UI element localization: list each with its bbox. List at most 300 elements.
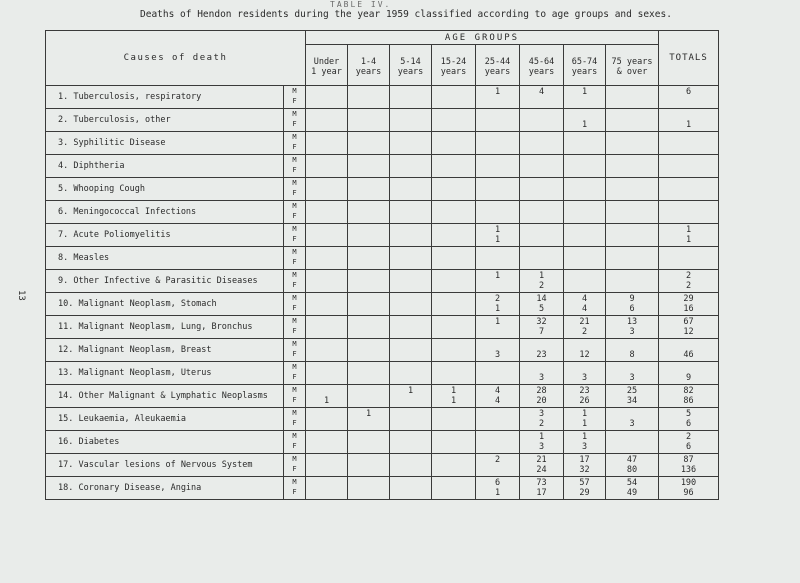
count-male [348, 317, 389, 327]
age-group-label-line2: years [397, 67, 424, 77]
count-cell [606, 247, 659, 270]
count-cell [606, 201, 659, 224]
count-male [606, 432, 658, 442]
count-female [348, 442, 389, 452]
count-female [520, 235, 563, 245]
table-row [46, 293, 719, 316]
count-female [432, 419, 475, 429]
count-female: 32 [579, 465, 590, 475]
table-row [46, 224, 719, 247]
count-male: 1 [365, 409, 372, 419]
sex-label-f: F [292, 327, 297, 335]
count-cell [520, 178, 564, 201]
count-female [348, 120, 389, 130]
count-cell [564, 385, 606, 408]
count-female [348, 166, 389, 176]
count-male [520, 179, 563, 189]
count-male [348, 248, 389, 258]
count-cell [564, 270, 606, 293]
total-cell [659, 339, 719, 362]
count-female [390, 120, 431, 130]
count-male [520, 248, 563, 258]
count-cell [390, 431, 432, 454]
count-cell [564, 109, 606, 132]
count-male [520, 133, 563, 143]
count-female [432, 442, 475, 452]
count-male: 23 [579, 386, 590, 396]
count-male: 14 [536, 294, 547, 304]
count-female [306, 143, 347, 153]
count-male [348, 432, 389, 442]
sex-label-f: F [292, 120, 297, 128]
count-female [520, 97, 563, 107]
sex-cell [284, 247, 306, 270]
count-female [432, 235, 475, 245]
count-female: 34 [626, 396, 638, 406]
count-cell [476, 224, 520, 247]
count-male: 4 [494, 386, 501, 396]
sex-label-f: F [292, 281, 297, 289]
count-female [520, 258, 563, 268]
count-cell [606, 408, 659, 431]
sex-label-m: M [292, 202, 297, 210]
count-cell [390, 109, 432, 132]
cause-of-death: 4. Diphtheria [46, 155, 284, 178]
sex-label-f: F [292, 465, 297, 473]
cause-of-death: 8. Measles [46, 247, 284, 270]
count-cell [390, 155, 432, 178]
count-male [476, 133, 519, 143]
count-cell [390, 454, 432, 477]
count-male [659, 156, 718, 166]
count-male [659, 179, 718, 189]
count-male [390, 363, 431, 373]
count-male [390, 179, 431, 189]
count-female: 1 [494, 304, 501, 314]
count-cell [606, 477, 659, 500]
sex-cell [284, 339, 306, 362]
count-male [306, 202, 347, 212]
cause-of-death: 13. Malignant Neoplasm, Uterus [46, 362, 284, 385]
count-female [432, 189, 475, 199]
sex-label-f: F [292, 350, 297, 358]
count-cell [564, 293, 606, 316]
count-male [348, 386, 389, 396]
count-cell [348, 293, 390, 316]
count-cell [306, 339, 348, 362]
sex-cell [284, 408, 306, 431]
count-female [348, 189, 389, 199]
count-cell [606, 270, 659, 293]
count-male [306, 478, 347, 488]
count-male [432, 363, 475, 373]
count-male: 190 [680, 478, 697, 488]
count-cell [432, 155, 476, 178]
count-male [476, 363, 519, 373]
count-male: 2 [685, 432, 692, 442]
count-male: 9 [629, 294, 635, 304]
count-female [390, 97, 431, 107]
count-cell [606, 293, 659, 316]
age-group-label-line1: 5-14 [400, 57, 421, 67]
count-female [432, 97, 475, 107]
count-cell [432, 109, 476, 132]
count-female [432, 212, 475, 222]
count-female [432, 143, 475, 153]
count-male: 13 [626, 317, 638, 327]
count-male: 1 [494, 87, 501, 97]
sex-label-f: F [292, 166, 297, 174]
count-cell [306, 316, 348, 339]
age-group-label-line1: 1-4 [360, 57, 377, 67]
count-male [564, 248, 605, 258]
count-female: 1 [323, 396, 330, 406]
table-row [46, 454, 719, 477]
count-male [606, 248, 658, 258]
count-female: 17 [536, 488, 547, 498]
count-cell [390, 132, 432, 155]
count-male: 1 [538, 432, 545, 442]
count-female [606, 166, 658, 176]
count-cell [306, 454, 348, 477]
count-male [348, 340, 389, 350]
sex-cell [284, 362, 306, 385]
sex-label-f: F [292, 442, 297, 450]
count-female [564, 235, 605, 245]
count-female [348, 97, 389, 107]
count-female [432, 120, 475, 130]
count-male [390, 225, 431, 235]
count-male [306, 432, 347, 442]
cause-of-death: 16. Diabetes [46, 431, 284, 454]
count-male [476, 156, 519, 166]
count-cell [476, 247, 520, 270]
count-male [564, 110, 605, 120]
count-cell [432, 362, 476, 385]
count-female [476, 327, 519, 337]
count-male [659, 248, 718, 258]
age-group-label-line1: Under [313, 57, 340, 67]
count-male [564, 340, 605, 350]
count-female [348, 419, 389, 429]
count-female: 80 [626, 465, 638, 475]
count-male: 1 [581, 87, 588, 97]
count-cell [564, 339, 606, 362]
table-row [46, 201, 719, 224]
count-male [348, 110, 389, 120]
count-male [564, 225, 605, 235]
count-cell [606, 431, 659, 454]
sex-label-f: F [292, 304, 297, 312]
count-male [476, 432, 519, 442]
count-female [390, 212, 431, 222]
count-cell [520, 247, 564, 270]
count-female: 2 [538, 281, 545, 291]
count-cell [348, 316, 390, 339]
count-cell [564, 431, 606, 454]
count-female [306, 97, 347, 107]
count-cell [520, 270, 564, 293]
count-female: 3 [581, 442, 588, 452]
count-cell [348, 431, 390, 454]
count-cell [564, 224, 606, 247]
count-cell [432, 86, 476, 109]
count-male [520, 156, 563, 166]
count-female [348, 281, 389, 291]
age-group-label-line1: 25-44 [484, 57, 511, 67]
age-group-header [564, 45, 606, 86]
count-female [390, 166, 431, 176]
count-female [606, 442, 658, 452]
cause-of-death: 10. Malignant Neoplasm, Stomach [46, 293, 284, 316]
count-female: 6 [685, 419, 692, 429]
count-male [659, 363, 718, 373]
count-male [659, 110, 718, 120]
sex-cell [284, 201, 306, 224]
count-female: 29 [579, 488, 590, 498]
count-female [348, 212, 389, 222]
age-group-label-line2: & over [616, 67, 648, 77]
count-female: 8 [629, 350, 635, 360]
sex-label-m: M [292, 432, 297, 440]
sex-label-f: F [292, 488, 297, 496]
count-cell [476, 316, 520, 339]
count-male: 3 [538, 409, 545, 419]
count-male: 32 [536, 317, 547, 327]
count-male [306, 133, 347, 143]
count-female [476, 281, 519, 291]
count-female: 86 [683, 396, 694, 406]
count-female [306, 189, 347, 199]
count-male [390, 294, 431, 304]
count-cell [348, 132, 390, 155]
count-female: 136 [680, 465, 697, 475]
count-cell [348, 201, 390, 224]
sex-cell [284, 132, 306, 155]
count-male [606, 179, 658, 189]
count-cell [520, 293, 564, 316]
count-male [564, 179, 605, 189]
count-female [606, 143, 658, 153]
total-cell [659, 362, 719, 385]
count-male: 1 [494, 225, 501, 235]
count-male [348, 156, 389, 166]
count-female [520, 143, 563, 153]
count-female: 4 [494, 396, 501, 406]
count-male [348, 225, 389, 235]
count-cell [520, 109, 564, 132]
count-male [432, 202, 475, 212]
count-cell [432, 224, 476, 247]
count-female: 49 [626, 488, 638, 498]
count-cell [606, 339, 659, 362]
count-cell [348, 270, 390, 293]
count-male [390, 478, 431, 488]
count-cell [306, 270, 348, 293]
count-cell [432, 247, 476, 270]
count-male: 21 [579, 317, 590, 327]
count-male [348, 294, 389, 304]
count-female [432, 304, 475, 314]
count-cell [476, 155, 520, 178]
count-female [390, 304, 431, 314]
count-female [564, 258, 605, 268]
count-female [390, 396, 431, 406]
age-group-label-line1: 75 years [611, 57, 653, 67]
total-cell [659, 178, 719, 201]
count-female [564, 189, 605, 199]
count-female [390, 419, 431, 429]
count-male [606, 271, 658, 281]
count-male [390, 133, 431, 143]
count-cell [348, 109, 390, 132]
cause-of-death: 12. Malignant Neoplasm, Breast [46, 339, 284, 362]
count-male [348, 202, 389, 212]
count-female [390, 350, 431, 360]
count-female: 3 [629, 373, 635, 383]
sex-cell [284, 293, 306, 316]
count-male [432, 455, 475, 465]
count-female [606, 235, 658, 245]
sex-cell [284, 224, 306, 247]
total-cell [659, 477, 719, 500]
count-male [306, 179, 347, 189]
count-cell [564, 362, 606, 385]
count-female [306, 373, 347, 383]
sex-label-m: M [292, 409, 297, 417]
count-male: 5 [685, 409, 692, 419]
count-male [606, 363, 658, 373]
count-cell [348, 155, 390, 178]
sex-label-f: F [292, 396, 297, 404]
count-female [606, 212, 658, 222]
count-male [348, 133, 389, 143]
count-male: 57 [579, 478, 590, 488]
count-cell [476, 293, 520, 316]
total-cell [659, 385, 719, 408]
page-top-mark: TABLE IV. [330, 0, 392, 9]
count-female [390, 189, 431, 199]
table-row [46, 247, 719, 270]
sex-label-m: M [292, 478, 297, 486]
count-female [476, 189, 519, 199]
count-male [476, 409, 519, 419]
sex-label-m: M [292, 110, 297, 118]
age-group-header [520, 45, 564, 86]
count-cell [432, 201, 476, 224]
count-female [306, 212, 347, 222]
count-cell [390, 247, 432, 270]
count-male [390, 340, 431, 350]
count-cell [306, 109, 348, 132]
sex-cell [284, 316, 306, 339]
count-cell [390, 316, 432, 339]
count-female: 20 [536, 396, 547, 406]
count-male [306, 386, 347, 396]
sex-label-m: M [292, 363, 297, 371]
count-cell [432, 408, 476, 431]
cause-of-death: 14. Other Malignant & Lymphatic Neoplasms [46, 385, 284, 408]
age-group-label-line1: 65-74 [571, 57, 598, 67]
count-cell [348, 339, 390, 362]
count-male [306, 294, 347, 304]
sex-label-f: F [292, 419, 297, 427]
total-cell [659, 109, 719, 132]
count-male: 1 [494, 271, 501, 281]
table-row [46, 178, 719, 201]
count-cell [564, 477, 606, 500]
table-row [46, 109, 719, 132]
cause-of-death: 5. Whooping Cough [46, 178, 284, 201]
count-cell [520, 155, 564, 178]
count-male [520, 225, 563, 235]
count-female: 3 [538, 373, 545, 383]
count-cell [390, 339, 432, 362]
count-cell [390, 385, 432, 408]
count-male [348, 363, 389, 373]
count-female [520, 189, 563, 199]
count-male [432, 133, 475, 143]
count-female [606, 258, 658, 268]
count-cell [432, 316, 476, 339]
count-male [520, 110, 563, 120]
count-cell [520, 431, 564, 454]
count-female [564, 97, 605, 107]
count-male [306, 156, 347, 166]
count-cell [432, 293, 476, 316]
sex-cell [284, 109, 306, 132]
count-female [306, 465, 347, 475]
count-female [432, 488, 475, 498]
count-female [520, 120, 563, 130]
totals-header: TOTALS [659, 31, 719, 86]
count-female [390, 488, 431, 498]
count-cell [306, 477, 348, 500]
cause-of-death: 11. Malignant Neoplasm, Lung, Bronchus [46, 316, 284, 339]
count-male: 1 [450, 386, 457, 396]
age-group-header [390, 45, 432, 86]
count-cell [306, 247, 348, 270]
count-female [564, 143, 605, 153]
count-male: 2 [494, 455, 501, 465]
sex-cell [284, 385, 306, 408]
count-female [306, 350, 347, 360]
count-cell [390, 408, 432, 431]
sex-cell [284, 86, 306, 109]
total-cell [659, 270, 719, 293]
count-female [476, 419, 519, 429]
count-male [606, 110, 658, 120]
table-row [46, 385, 719, 408]
count-cell [306, 132, 348, 155]
count-female [606, 120, 658, 130]
count-cell [476, 201, 520, 224]
count-female [306, 442, 347, 452]
count-female [606, 281, 658, 291]
count-male [520, 363, 563, 373]
sex-label-f: F [292, 212, 297, 220]
count-female [659, 212, 718, 222]
total-cell [659, 224, 719, 247]
count-cell [306, 155, 348, 178]
count-male [390, 248, 431, 258]
count-male [520, 202, 563, 212]
count-male: 1 [581, 409, 588, 419]
total-cell [659, 132, 719, 155]
count-male [606, 340, 658, 350]
count-cell [348, 477, 390, 500]
count-male: 29 [683, 294, 694, 304]
